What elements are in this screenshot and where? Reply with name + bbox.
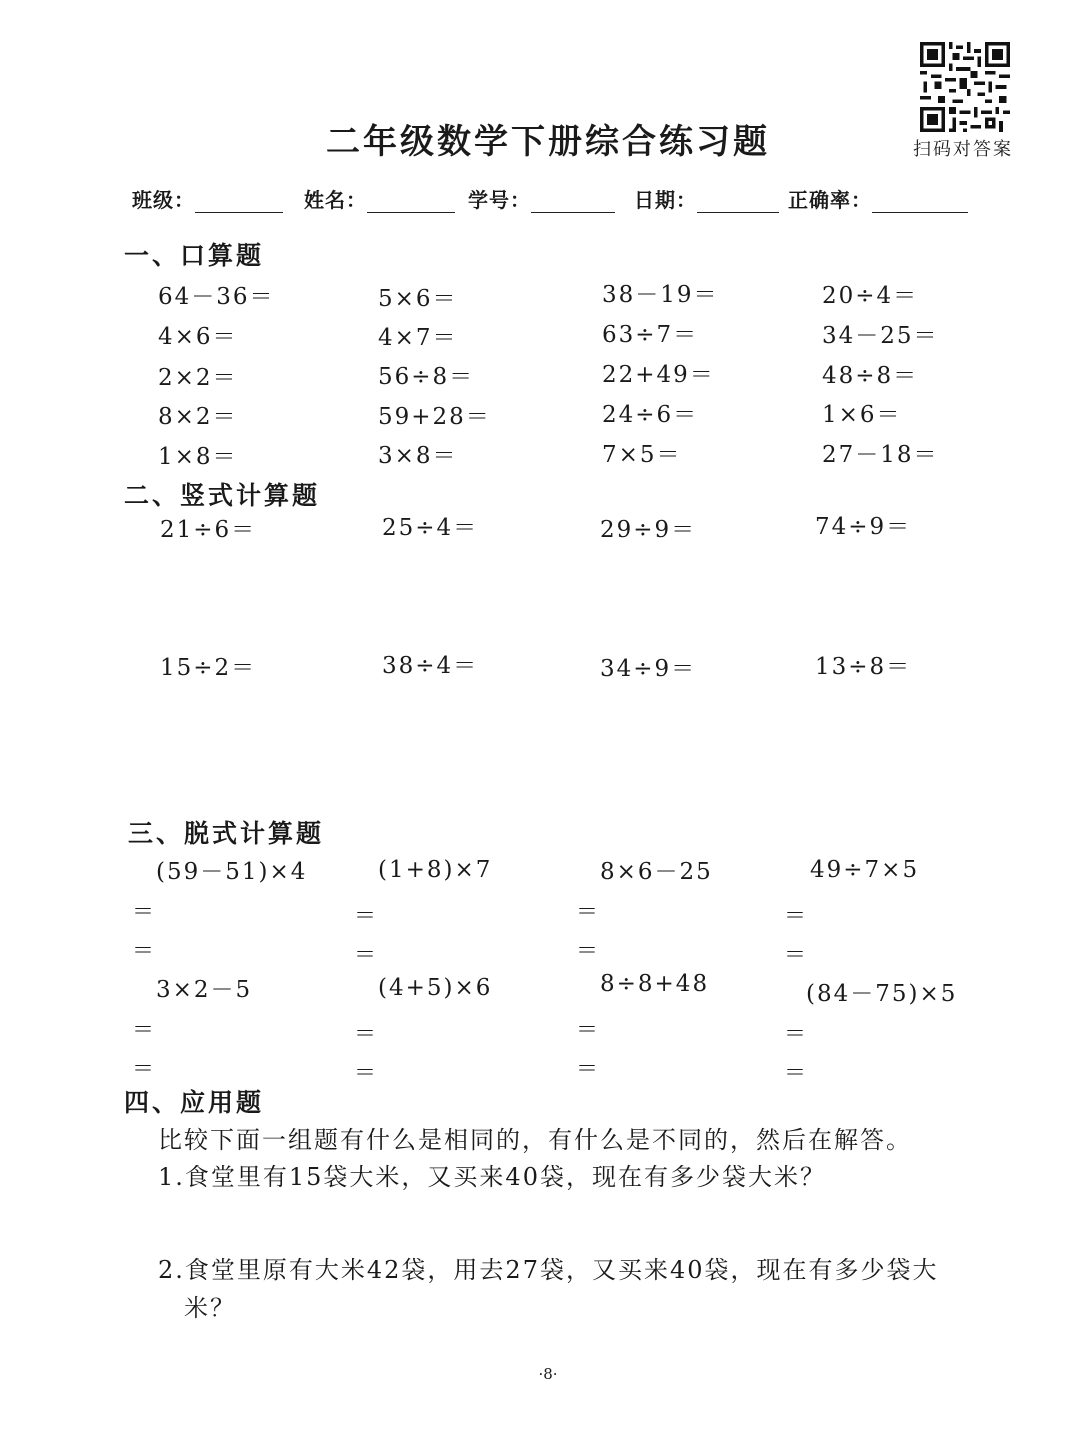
date-label: 日期：: [634, 188, 697, 212]
oral-problem: 56÷8＝: [378, 364, 475, 390]
number-label: 学号：: [468, 188, 531, 212]
oral-problem: 34－25＝: [822, 323, 939, 349]
class-label: 班级：: [132, 188, 195, 212]
equals-sign: ＝: [784, 1022, 807, 1047]
step-problem: (59－51)×4: [156, 859, 308, 885]
oral-problem: 8×2＝: [158, 404, 238, 430]
vertical-problem: 21÷6＝: [160, 517, 257, 543]
oral-problem: 59+28＝: [378, 404, 491, 430]
section-1-title: 一、口算题: [124, 241, 265, 270]
equals-sign: ＝: [784, 1061, 807, 1086]
equals-sign: ＝: [354, 1022, 377, 1047]
equals-sign: ＝: [576, 1057, 599, 1082]
oral-problem: 1×8＝: [158, 444, 238, 470]
accuracy-field: [788, 184, 968, 213]
equals-sign: ＝: [784, 943, 807, 968]
section-2-title: 二、竖式计算题: [124, 481, 321, 510]
equals-sign: ＝: [576, 939, 599, 964]
equals-sign: ＝: [784, 904, 807, 929]
word-problem-2-line-2: 米？: [184, 1294, 236, 1322]
vertical-problem: 29÷9＝: [600, 517, 697, 543]
equals-sign: ＝: [354, 1061, 377, 1086]
vertical-problem: 74÷9＝: [815, 514, 912, 540]
section-3-title: 三、脱式计算题: [128, 819, 325, 848]
step-problem: (84－75)×5: [806, 981, 958, 1007]
oral-problem: 38－19＝: [602, 282, 719, 308]
class-blank[interactable]: [195, 190, 283, 213]
step-problem: 49÷7×5: [810, 857, 920, 883]
vertical-problem: 13÷8＝: [815, 654, 912, 680]
vertical-problem: 15÷2＝: [160, 655, 257, 681]
equals-sign: ＝: [132, 1018, 155, 1043]
qr-caption: 扫码对答案: [913, 139, 1013, 160]
name-field: [304, 184, 455, 213]
equals-sign: ＝: [132, 1057, 155, 1082]
oral-problem: 64－36＝: [158, 284, 275, 310]
oral-problem: 22+49＝: [602, 362, 715, 388]
date-field: [634, 184, 779, 213]
oral-problem: 1×6＝: [822, 402, 902, 428]
equals-sign: ＝: [132, 900, 155, 925]
oral-problem: 2×2＝: [158, 365, 238, 391]
page-number: ·8·: [538, 1365, 558, 1383]
oral-problem: 4×6＝: [158, 324, 238, 350]
class-field: [132, 184, 283, 213]
vertical-problem: 34÷9＝: [600, 656, 697, 682]
word-problem-1: 1.食堂里有15袋大米，又买来40袋，现在有多少袋大米？: [158, 1163, 826, 1191]
step-problem: 8×6－25: [600, 859, 713, 885]
step-problem: (4+5)×6: [378, 975, 493, 1001]
name-label: 姓名：: [304, 188, 367, 212]
oral-problem: 48÷8＝: [822, 363, 919, 389]
oral-problem: 5×6＝: [378, 286, 458, 312]
worksheet-title: 二年级数学下册综合练习题: [326, 122, 770, 162]
equals-sign: ＝: [354, 943, 377, 968]
equals-sign: ＝: [132, 939, 155, 964]
oral-problem: 63÷7＝: [602, 322, 699, 348]
word-problem-2-line-1: 2.食堂里原有大米42袋，用去27袋，又买来40袋，现在有多少袋大: [158, 1256, 939, 1284]
oral-problem: 7×5＝: [602, 442, 682, 468]
equals-sign: ＝: [354, 904, 377, 929]
vertical-problem: 25÷4＝: [382, 515, 479, 541]
word-problem-intro: 比较下面一组题有什么是相同的，有什么是不同的，然后在解答。: [158, 1126, 912, 1154]
oral-problem: 20÷4＝: [822, 283, 919, 309]
date-blank[interactable]: [697, 190, 779, 213]
section-4-title: 四、应用题: [124, 1088, 265, 1117]
equals-sign: ＝: [576, 900, 599, 925]
equals-sign: ＝: [576, 1018, 599, 1043]
step-problem: (1+8)×7: [378, 857, 493, 883]
name-blank[interactable]: [367, 190, 455, 213]
vertical-problem: 38÷4＝: [382, 653, 479, 679]
oral-problem: 27－18＝: [822, 442, 939, 468]
oral-problem: 4×7＝: [378, 325, 458, 351]
accuracy-label: 正确率：: [788, 188, 872, 212]
step-problem: 8÷8+48: [600, 971, 710, 997]
accuracy-blank[interactable]: [872, 190, 968, 213]
number-blank[interactable]: [531, 190, 615, 213]
step-problem: 3×2－5: [156, 977, 253, 1003]
oral-problem: 24÷6＝: [602, 402, 699, 428]
number-field: [468, 184, 615, 213]
oral-problem: 3×8＝: [378, 443, 458, 469]
